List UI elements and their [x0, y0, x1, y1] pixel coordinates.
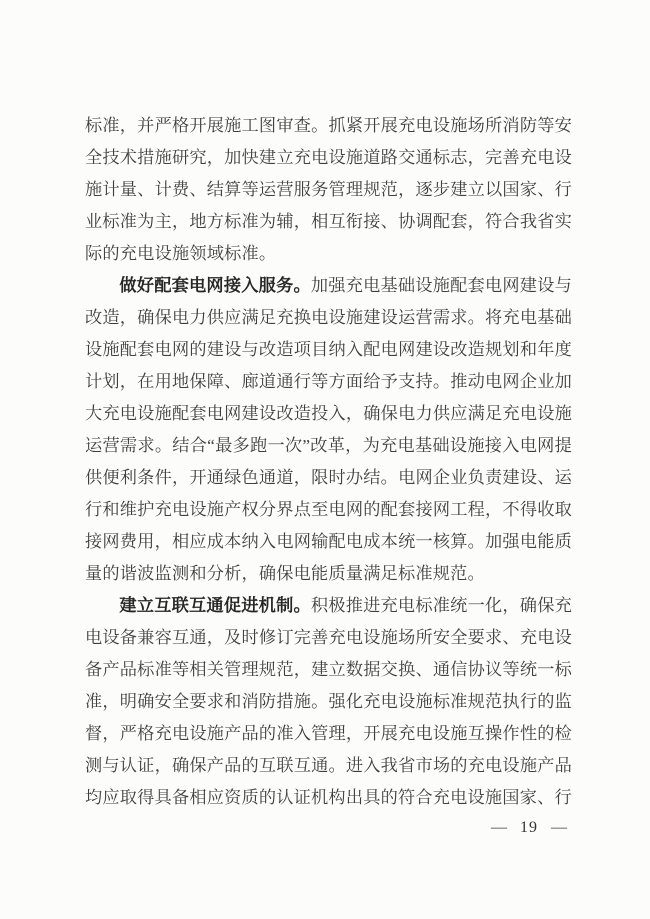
paragraph-2-text: 加强充电基础设施配套电网建设与改造，确保电力供应满足充换电设施建设运营需求。将充电基础设施配套电网的建设与改造项目纳入配电网建设改造规划和年度计划，在用地保障、廊道通行等方面给予支持。推动电网企业加大充电设施配套电网建设改造投入，确保电力供应满足充电设施运营需求。结合“最多跑一次”改革，为充电基础设施接入电网提供便利条件，开通绿色通道，限时办结。电网企业负责建设、运行和维护充电设施产权分界点至电网的配套接网工程，不得收取接网费用，相应成本纳入电网输配电成本统一核算。加强电能质量的谐波监测和分析，确保电能质量满足标准规范。 [85, 276, 572, 583]
page-number: 19 [520, 819, 538, 836]
paragraph-2-lead: 做好配套电网接入服务。 [119, 276, 311, 295]
paragraph-3-text: 积极推进充电标准统一化，确保充电设备兼容互通，及时修订完善充电设施场所安全要求、充电设备产品标准等相关管理规范，建立数据交换、通信协议等统一标准，明确安全要求和消防措施。强化充电设施标准规范执行的监督，严格充电设施产品的准入管理，开展充电设施互操作性的检测与认证，确保产品的互联互通。进入我省市场的充电设施产品均应取得具备相应资质的认证机构出具的符合充电设施国家、行 [85, 596, 572, 807]
paragraph-3-lead: 建立互联互通促进机制。 [119, 596, 311, 615]
paragraph-1 [85, 110, 572, 270]
paragraph-3 [85, 590, 572, 814]
paragraph-2 [85, 270, 572, 590]
document-body [85, 110, 572, 814]
paragraph-1-text: 标准，并严格开展施工图审查。抓紧开展充电设施场所消防等安全技术措施研究，加快建立充电设施道路交通标志，完善充电设施计量、计费、结算等运营服务管理规范，逐步建立以国家、行业标准为主，地方标准为辅，相互衔接、协调配套，符合我省实际的充电设施领域标准。 [85, 116, 572, 263]
footer-dash-right: — [551, 819, 567, 836]
page-footer [491, 818, 567, 838]
footer-dash-left: — [491, 819, 507, 836]
